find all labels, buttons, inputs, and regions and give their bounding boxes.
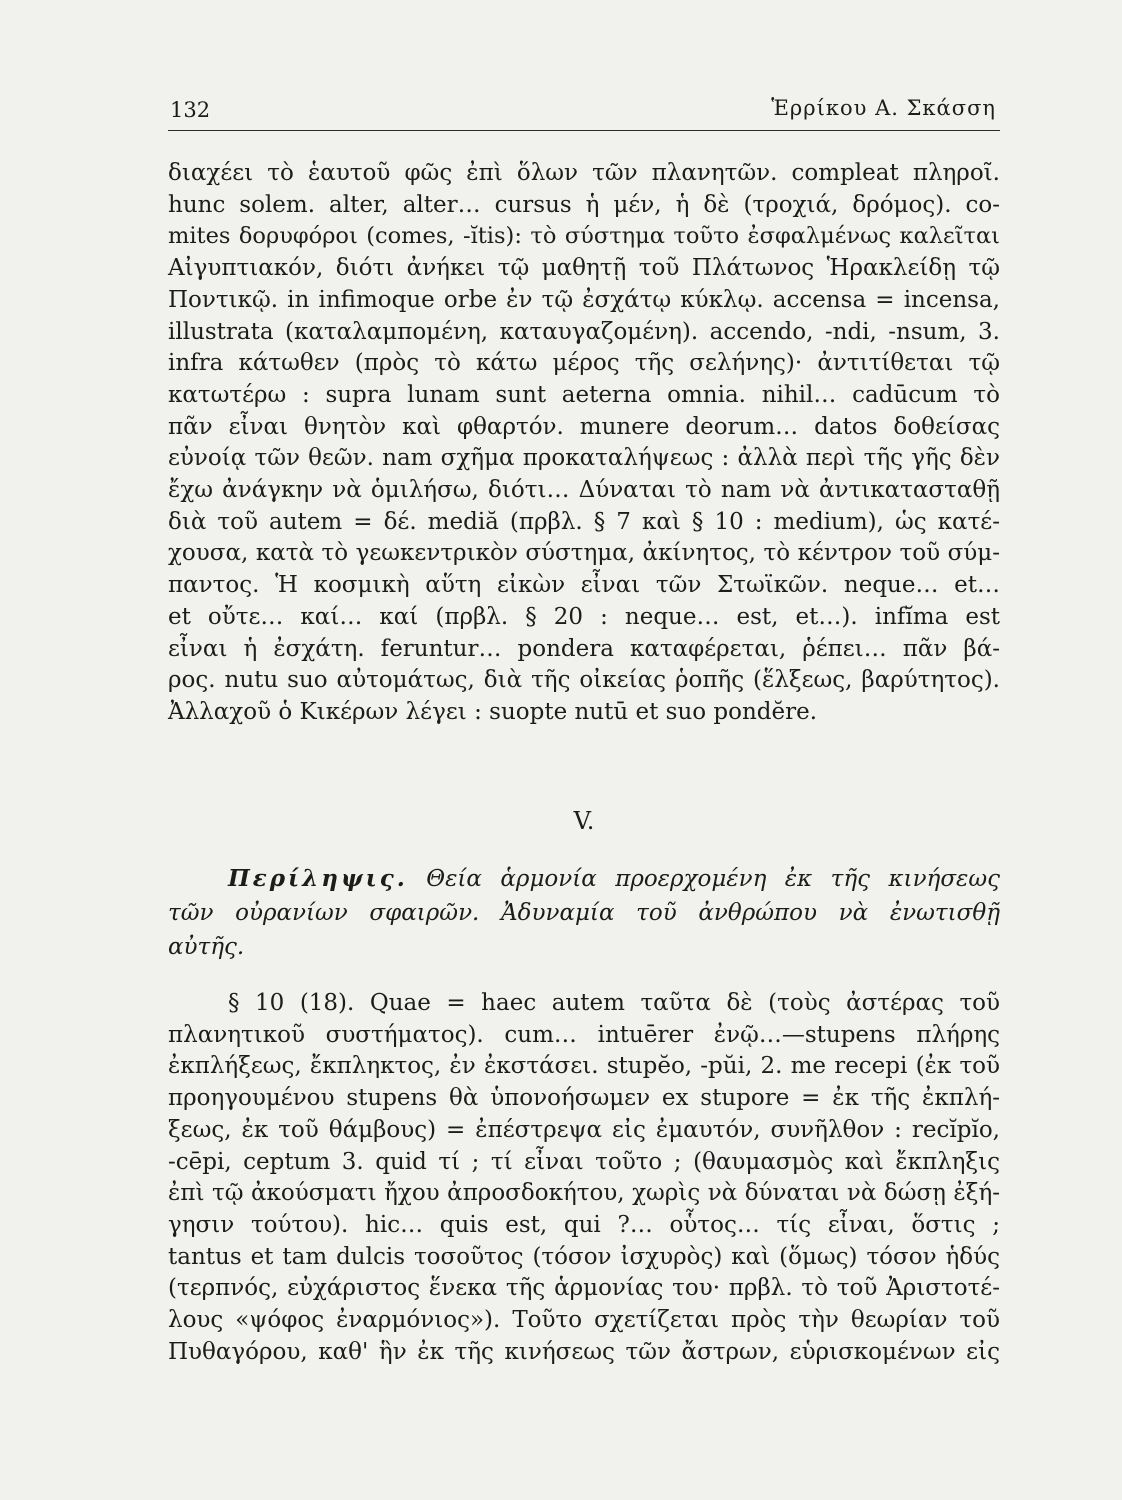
text-line: ρος. nutu suo αὐτομάτως, διὰ τῆς οἰκείας ῥοπῆς (ἕλξεως, βαρύτητος).	[168, 667, 1000, 694]
text-line: προηγουμένου stupens θὰ ὑπονοήσωμεν ex stupore = ἐκ τῆς ἐκπλή-	[168, 1085, 1000, 1112]
section-number: V.	[573, 807, 595, 835]
text-line: ἔχω ἀνάγκην νὰ ὁμιλήσω, διότι… Δύναται τὸ nam νὰ ἀντικατασταθῇ	[168, 477, 1000, 504]
text-line: tantus et tam dulcis τοσοῦτος (τόσον ἰσχυρὸς) καὶ (ὅμως) τόσον ἡδύς	[168, 1243, 1000, 1270]
text-line: λους «ψόφος ἐναρμόνιος»). Τοῦτο σχετίζεται πρὸς τὴν θεωρίαν τοῦ	[168, 1307, 1000, 1334]
page-number: 132	[170, 98, 211, 122]
text-line: -cēpi, ceptum 3. quid τί ; τί εἶναι τοῦτο ; (θαυμασμὸς καὶ ἔκπληξις	[168, 1148, 1000, 1175]
text-line: Αἰγυπτιακόν, διότι ἀνήκει τῷ μαθητῇ τοῦ Πλάτωνος Ἡρακλείδῃ τῷ	[168, 255, 1000, 282]
summary-text: Θεία ἁρμονία προερχομένη ἐκ τῆς κινήσεως	[426, 866, 1001, 892]
text-line: γησιν τούτου). hic… quis est, qui ?… οὗτος… τίς εἶναι, ὅστις ;	[168, 1211, 1000, 1238]
text-line: ἐκπλήξεως, ἔκπληκτος, ἐν ἐκστάσει. stupĕo, -pŭi, 2. me recepi (ἐκ τοῦ	[168, 1053, 1000, 1080]
text-line: Ποντικῷ. in infimoque orbe ἐν τῷ ἐσχάτῳ κύκλῳ. accensa = incensa,	[168, 286, 1000, 313]
text-line: ἐπὶ τῷ ἀκούσματι ἤχου ἀπροσδοκήτου, χωρὶς νὰ δύναται νὰ δώσῃ ἐξή-	[168, 1180, 1000, 1207]
text-line: illustrata (καταλαμπομένη, καταυγαζομένη). accendo, -ndi, -nsum, 3.	[168, 318, 1000, 345]
commentary-paragraph-1	[168, 158, 1000, 729]
text-line: χουσα, κατὰ τὸ γεωκεντρικὸν σύστημα, ἀκίνητος, τὸ κέντρον τοῦ σύμ-	[168, 540, 1000, 567]
text-line: διαχέει τὸ ἑαυτοῦ φῶς ἐπὶ ὅλων τῶν πλανητῶν. compleat πληροῖ.	[168, 160, 1000, 186]
text-line: Πυθαγόρου, καθ' ἣν ἐκ τῆς κινήσεως τῶν ἄστρων, εὑρισκομένων εἰς	[168, 1338, 1000, 1365]
text-line: διὰ τοῦ autem = δέ. mediă (πρβλ. § 7 καὶ § 10 : medium), ὡς κατέ-	[168, 508, 1000, 535]
text-line: hunc solem. alter, alter… cursus ἡ μέν, ἡ δὲ (τροχιά, δρόμος). co-	[168, 191, 1000, 218]
page-header	[168, 96, 1000, 131]
summary-line	[168, 862, 1000, 896]
text-line: πᾶν εἶναι θνητὸν καὶ φθαρτόν. munere deorum… datos δοθείσας	[168, 413, 1000, 440]
section-summary	[168, 862, 1000, 964]
text-line: (τερπνός, εὐχάριστος ἕνεκα τῆς ἁρμονίας του· πρβλ. τὸ τοῦ Ἀριστοτέ-	[168, 1275, 1000, 1302]
text-line: Ἀλλαχοῦ ὁ Κικέρων λέγει : suopte nutū et suo pondĕre.	[168, 698, 818, 725]
summary-line: τῶν οὐρανίων σφαιρῶν. Ἀδυναμία τοῦ ἀνθρώπου νὰ ἐνωτισθῇ	[168, 900, 1000, 926]
running-head: Ἑρρίκου Α. Σκάσση	[771, 96, 996, 120]
text-line: παντος. Ἡ κοσμικὴ αὕτη εἰκὼν εἶναι τῶν Στωϊκῶν. neque… et…	[168, 572, 1000, 599]
text-line: εἶναι ἡ ἐσχάτη. feruntur… pondera καταφέρεται, ῥέπει… πᾶν βά-	[168, 635, 1000, 662]
text-line: εὐνοίᾳ τῶν θεῶν. nam σχῆμα προκαταλήψεως : ἀλλὰ περὶ τῆς γῆς δὲν	[168, 445, 1000, 472]
text-line: mites δορυφόροι (comes, -ĭtis): τὸ σύστημα τοῦτο ἐσφαλμένως καλεῖται	[168, 223, 1000, 250]
text-line: et οὔτε… καί… καί (πρβλ. § 20 : neque… est, et…). infĭma est	[168, 603, 1000, 630]
commentary-paragraph-3	[168, 988, 1000, 1368]
text-line: infra κάτωθεν (πρὸς τὸ κάτω μέρος τῆς σελήνης)· ἀντιτίθεται τῷ	[168, 350, 1000, 377]
summary-line: αὐτῆς.	[168, 934, 245, 960]
text-line: κατωτέρω : supra lunam sunt aeterna omnia. nihil… cadūcum τὸ	[168, 381, 1000, 408]
text-line: πλανητικοῦ συστήματος). cum… intuērer ἐνῷ…—stupens πλήρης	[168, 1021, 1000, 1048]
text-line: § 10 (18). Quae = haec autem ταῦτα δὲ (τοὺς ἀστέρας τοῦ	[228, 990, 1000, 1016]
text-line: ξεως, ἐκ τοῦ θάμβους) = ἐπέστρεψα εἰς ἐμαυτόν, συνῆλθον : recĭpĭo,	[168, 1116, 1000, 1143]
summary-lead: Περίληψις.	[228, 865, 408, 892]
